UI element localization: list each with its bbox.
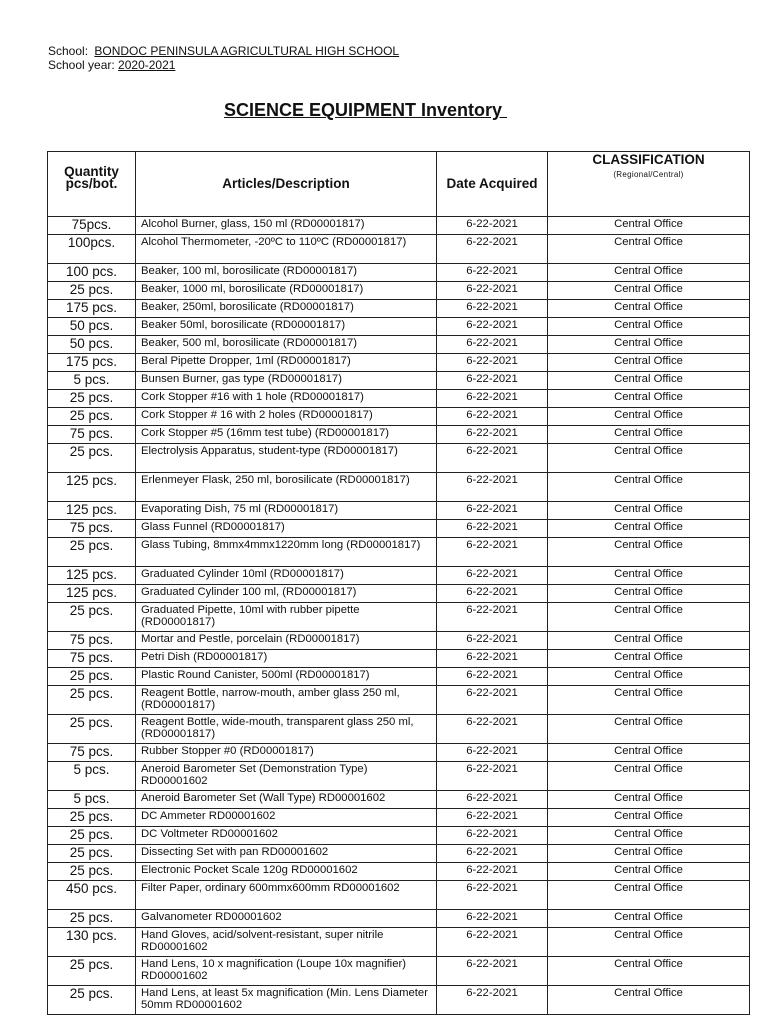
- description-cell: Beaker 50ml, borosilicate (RD00001817): [136, 318, 437, 336]
- description-cell: Glass Funnel (RD00001817): [136, 520, 437, 538]
- date-acquired-cell: 6-22-2021: [437, 264, 548, 282]
- inventory-table: [47, 151, 750, 1015]
- table-row: [48, 910, 750, 928]
- quantity-cell: 75 pcs.: [48, 744, 136, 762]
- table-row: [48, 632, 750, 650]
- date-acquired-cell: 6-22-2021: [437, 372, 548, 390]
- table-row: [48, 957, 750, 986]
- table-row: [48, 744, 750, 762]
- classification-cell: Central Office: [548, 957, 750, 986]
- description-cell: Graduated Pipette, 10ml with rubber pipette (RD00001817): [136, 603, 437, 632]
- date-acquired-cell: 6-22-2021: [437, 538, 548, 567]
- quantity-cell: 25 pcs.: [48, 845, 136, 863]
- description-cell: Beaker, 500 ml, borosilicate (RD00001817): [136, 336, 437, 354]
- table-row: [48, 318, 750, 336]
- description-cell: Reagent Bottle, wide-mouth, transparent glass 250 ml, (RD00001817): [136, 715, 437, 744]
- school-year-value: 2020-2021: [118, 58, 176, 72]
- description-cell: Alcohol Burner, glass, 150 ml (RD00001817): [136, 217, 437, 235]
- date-acquired-cell: 6-22-2021: [437, 632, 548, 650]
- table-row: [48, 986, 750, 1015]
- table-row: [48, 473, 750, 502]
- classification-cell: Central Office: [548, 354, 750, 372]
- classification-cell: Central Office: [548, 426, 750, 444]
- classification-cell: Central Office: [548, 809, 750, 827]
- date-acquired-cell: 6-22-2021: [437, 910, 548, 928]
- description-cell: Beaker, 100 ml, borosilicate (RD00001817): [136, 264, 437, 282]
- quantity-cell: 5 pcs.: [48, 791, 136, 809]
- quantity-cell: 100pcs.: [48, 235, 136, 264]
- classification-cell: Central Office: [548, 863, 750, 881]
- description-cell: Petri Dish (RD00001817): [136, 650, 437, 668]
- quantity-cell: 175 pcs.: [48, 300, 136, 318]
- date-acquired-cell: 6-22-2021: [437, 354, 548, 372]
- classification-cell: Central Office: [548, 336, 750, 354]
- date-acquired-cell: 6-22-2021: [437, 650, 548, 668]
- date-acquired-cell: 6-22-2021: [437, 668, 548, 686]
- quantity-cell: 25 pcs.: [48, 715, 136, 744]
- description-cell: Rubber Stopper #0 (RD00001817): [136, 744, 437, 762]
- table-row: [48, 881, 750, 910]
- classification-cell: Central Office: [548, 217, 750, 235]
- date-acquired-cell: 6-22-2021: [437, 791, 548, 809]
- date-acquired-cell: 6-22-2021: [437, 845, 548, 863]
- table-row: [48, 300, 750, 318]
- description-cell: DC Voltmeter RD00001602: [136, 827, 437, 845]
- description-cell: Plastic Round Canister, 500ml (RD00001817): [136, 668, 437, 686]
- description-cell: Reagent Bottle, narrow-mouth, amber glass 250 ml, (RD00001817): [136, 686, 437, 715]
- table-row: [48, 444, 750, 473]
- classification-cell: Central Office: [548, 715, 750, 744]
- date-acquired-cell: 6-22-2021: [437, 863, 548, 881]
- date-acquired-cell: 6-22-2021: [437, 762, 548, 791]
- classification-cell: Central Office: [548, 502, 750, 520]
- school-year-line: [48, 58, 175, 72]
- quantity-cell: 75 pcs.: [48, 650, 136, 668]
- description-cell: Graduated Cylinder 10ml (RD00001817): [136, 567, 437, 585]
- date-acquired-cell: 6-22-2021: [437, 336, 548, 354]
- classification-cell: Central Office: [548, 318, 750, 336]
- description-cell: Galvanometer RD00001602: [136, 910, 437, 928]
- quantity-cell: 75 pcs.: [48, 632, 136, 650]
- table-row: [48, 809, 750, 827]
- classification-title: CLASSIFICATION: [592, 152, 705, 167]
- table-row: [48, 426, 750, 444]
- table-row: [48, 762, 750, 791]
- column-header-date: Date Acquired: [437, 152, 548, 217]
- school-name: BONDOC PENINSULA AGRICULTURAL HIGH SCHOOL: [94, 44, 400, 58]
- quantity-cell: 5 pcs.: [48, 372, 136, 390]
- quantity-cell: 75 pcs.: [48, 520, 136, 538]
- quantity-cell: 125 pcs.: [48, 567, 136, 585]
- date-acquired-cell: 6-22-2021: [437, 282, 548, 300]
- date-acquired-cell: 6-22-2021: [437, 390, 548, 408]
- quantity-cell: 25 pcs.: [48, 863, 136, 881]
- description-cell: Erlenmeyer Flask, 250 ml, borosilicate (RD00001817): [136, 473, 437, 502]
- date-acquired-cell: 6-22-2021: [437, 444, 548, 473]
- quantity-cell: 25 pcs.: [48, 282, 136, 300]
- description-cell: Graduated Cylinder 100 ml, (RD00001817): [136, 585, 437, 603]
- school-label: School:: [48, 44, 89, 58]
- description-cell: Filter Paper, ordinary 600mmx600mm RD00001602: [136, 881, 437, 910]
- quantity-cell: 125 pcs.: [48, 473, 136, 502]
- description-cell: Evaporating Dish, 75 ml (RD00001817): [136, 502, 437, 520]
- classification-cell: Central Office: [548, 881, 750, 910]
- classification-cell: Central Office: [548, 372, 750, 390]
- table-row: [48, 520, 750, 538]
- date-acquired-cell: 6-22-2021: [437, 986, 548, 1015]
- date-acquired-cell: 6-22-2021: [437, 473, 548, 502]
- classification-cell: Central Office: [548, 845, 750, 863]
- classification-cell: Central Office: [548, 390, 750, 408]
- description-cell: Aneroid Barometer Set (Wall Type) RD00001602: [136, 791, 437, 809]
- quantity-cell: 50 pcs.: [48, 336, 136, 354]
- classification-cell: Central Office: [548, 603, 750, 632]
- quantity-cell: 25 pcs.: [48, 444, 136, 473]
- classification-cell: Central Office: [548, 444, 750, 473]
- quantity-cell: 25 pcs.: [48, 809, 136, 827]
- classification-cell: Central Office: [548, 408, 750, 426]
- date-acquired-cell: 6-22-2021: [437, 217, 548, 235]
- date-acquired-cell: 6-22-2021: [437, 957, 548, 986]
- table-row: [48, 827, 750, 845]
- quantity-cell: 50 pcs.: [48, 318, 136, 336]
- description-cell: Mortar and Pestle, porcelain (RD00001817): [136, 632, 437, 650]
- description-cell: Cork Stopper #5 (16mm test tube) (RD00001817): [136, 426, 437, 444]
- classification-cell: Central Office: [548, 986, 750, 1015]
- date-acquired-cell: 6-22-2021: [437, 603, 548, 632]
- date-acquired-cell: 6-22-2021: [437, 715, 548, 744]
- classification-cell: Central Office: [548, 910, 750, 928]
- table-row: [48, 845, 750, 863]
- table-row: [48, 282, 750, 300]
- school-year-label: School year:: [48, 58, 115, 72]
- table-row: [48, 668, 750, 686]
- classification-cell: Central Office: [548, 520, 750, 538]
- description-cell: DC Ammeter RD00001602: [136, 809, 437, 827]
- table-row: [48, 336, 750, 354]
- quantity-cell: 100 pcs.: [48, 264, 136, 282]
- quantity-cell: 25 pcs.: [48, 986, 136, 1015]
- classification-cell: Central Office: [548, 282, 750, 300]
- table-row: [48, 372, 750, 390]
- description-cell: Beaker, 250ml, borosilicate (RD00001817): [136, 300, 437, 318]
- table-row: [48, 538, 750, 567]
- classification-cell: Central Office: [548, 744, 750, 762]
- date-acquired-cell: 6-22-2021: [437, 827, 548, 845]
- date-acquired-cell: 6-22-2021: [437, 300, 548, 318]
- column-header-articles: Articles/Description: [136, 152, 437, 217]
- quantity-cell: 25 pcs.: [48, 408, 136, 426]
- table-row: [48, 235, 750, 264]
- description-cell: Electronic Pocket Scale 120g RD00001602: [136, 863, 437, 881]
- table-row: [48, 567, 750, 585]
- classification-subtitle: (Regional/Central): [613, 170, 684, 179]
- quantity-cell: 75pcs.: [48, 217, 136, 235]
- quantity-cell: 25 pcs.: [48, 390, 136, 408]
- description-cell: Hand Lens, 10 x magnification (Loupe 10x magnifier) RD00001602: [136, 957, 437, 986]
- classification-cell: Central Office: [548, 473, 750, 502]
- date-acquired-cell: 6-22-2021: [437, 408, 548, 426]
- description-cell: Beaker, 1000 ml, borosilicate (RD00001817): [136, 282, 437, 300]
- date-acquired-cell: 6-22-2021: [437, 809, 548, 827]
- quantity-cell: 125 pcs.: [48, 585, 136, 603]
- table-row: [48, 585, 750, 603]
- table-row: [48, 791, 750, 809]
- school-line: [48, 44, 399, 58]
- date-acquired-cell: 6-22-2021: [437, 502, 548, 520]
- classification-cell: Central Office: [548, 567, 750, 585]
- date-acquired-cell: 6-22-2021: [437, 520, 548, 538]
- table-row: [48, 502, 750, 520]
- table-row: [48, 390, 750, 408]
- classification-cell: Central Office: [548, 668, 750, 686]
- description-cell: Cork Stopper # 16 with 2 holes (RD00001817): [136, 408, 437, 426]
- classification-cell: Central Office: [548, 686, 750, 715]
- quantity-cell: 25 pcs.: [48, 603, 136, 632]
- quantity-cell: 75 pcs.: [48, 426, 136, 444]
- description-cell: Alcohol Thermometer, -20ºC to 110ºC (RD00001817): [136, 235, 437, 264]
- table-row: [48, 650, 750, 668]
- classification-cell: Central Office: [548, 235, 750, 264]
- description-cell: Bunsen Burner, gas type (RD00001817): [136, 372, 437, 390]
- classification-cell: Central Office: [548, 791, 750, 809]
- date-acquired-cell: 6-22-2021: [437, 744, 548, 762]
- quantity-cell: 450 pcs.: [48, 881, 136, 910]
- classification-cell: Central Office: [548, 928, 750, 957]
- classification-cell: Central Office: [548, 264, 750, 282]
- quantity-cell: 5 pcs.: [48, 762, 136, 791]
- description-cell: Hand Lens, at least 5x magnification (Min. Lens Diameter 50mm RD00001602: [136, 986, 437, 1015]
- table-row: [48, 603, 750, 632]
- description-cell: Beral Pipette Dropper, 1ml (RD00001817): [136, 354, 437, 372]
- classification-cell: Central Office: [548, 650, 750, 668]
- quantity-cell: 130 pcs.: [48, 928, 136, 957]
- quantity-cell: 25 pcs.: [48, 538, 136, 567]
- classification-cell: Central Office: [548, 827, 750, 845]
- classification-cell: Central Office: [548, 538, 750, 567]
- date-acquired-cell: 6-22-2021: [437, 235, 548, 264]
- date-acquired-cell: 6-22-2021: [437, 426, 548, 444]
- table-row: [48, 264, 750, 282]
- description-cell: Hand Gloves, acid/solvent-resistant, super nitrile RD00001602: [136, 928, 437, 957]
- date-acquired-cell: 6-22-2021: [437, 585, 548, 603]
- classification-cell: Central Office: [548, 632, 750, 650]
- page-title: SCIENCE EQUIPMENT Inventory: [224, 100, 508, 120]
- column-header-quantity: Quantity pcs/bot.: [48, 152, 136, 217]
- date-acquired-cell: 6-22-2021: [437, 881, 548, 910]
- quantity-cell: 25 pcs.: [48, 668, 136, 686]
- description-cell: Aneroid Barometer Set (Demonstration Type) RD00001602: [136, 762, 437, 791]
- classification-cell: Central Office: [548, 762, 750, 791]
- quantity-cell: 25 pcs.: [48, 910, 136, 928]
- classification-cell: Central Office: [548, 300, 750, 318]
- column-header-classification: [548, 152, 750, 217]
- description-cell: Cork Stopper #16 with 1 hole (RD00001817): [136, 390, 437, 408]
- table-row: [48, 863, 750, 881]
- table-row: [48, 217, 750, 235]
- table-row: [48, 408, 750, 426]
- quantity-cell: 25 pcs.: [48, 957, 136, 986]
- description-cell: Glass Tubing, 8mmx4mmx1220mm long (RD00001817): [136, 538, 437, 567]
- date-acquired-cell: 6-22-2021: [437, 928, 548, 957]
- quantity-cell: 125 pcs.: [48, 502, 136, 520]
- table-row: [48, 715, 750, 744]
- quantity-cell: 25 pcs.: [48, 686, 136, 715]
- date-acquired-cell: 6-22-2021: [437, 318, 548, 336]
- date-acquired-cell: 6-22-2021: [437, 567, 548, 585]
- table-row: [48, 354, 750, 372]
- table-row: [48, 686, 750, 715]
- date-acquired-cell: 6-22-2021: [437, 686, 548, 715]
- description-cell: Electrolysis Apparatus, student-type (RD00001817): [136, 444, 437, 473]
- quantity-cell: 175 pcs.: [48, 354, 136, 372]
- classification-cell: Central Office: [548, 585, 750, 603]
- description-cell: Dissecting Set with pan RD00001602: [136, 845, 437, 863]
- quantity-cell: 25 pcs.: [48, 827, 136, 845]
- table-row: [48, 928, 750, 957]
- table-header-row: [48, 152, 750, 217]
